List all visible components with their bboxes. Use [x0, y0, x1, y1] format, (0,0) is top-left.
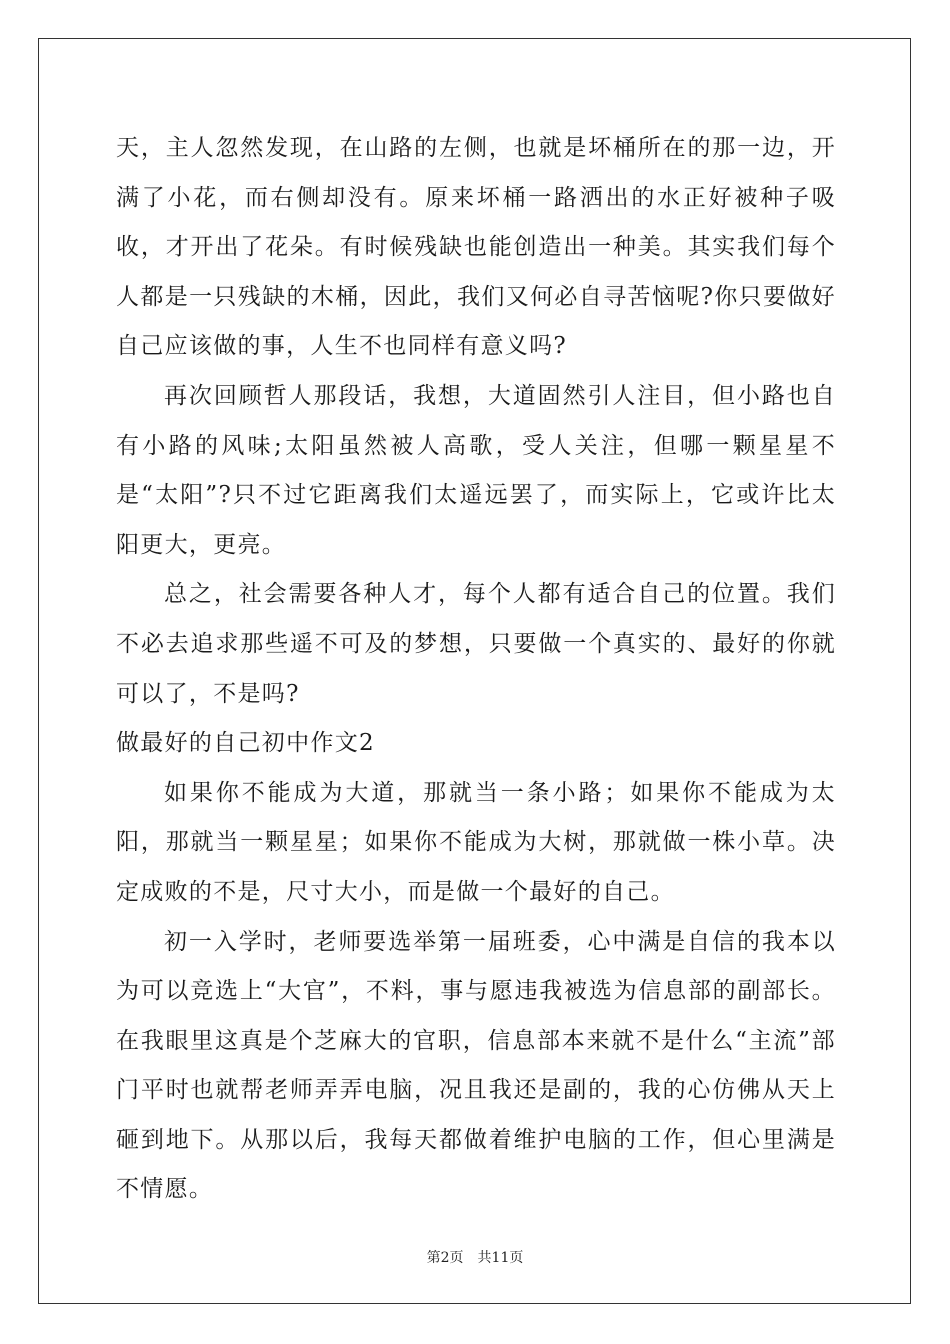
total-pages: 共11页	[477, 1250, 524, 1266]
paragraph-review: 再次回顾哲人那段话，我想，大道固然引人注目，但小路也自有小路的风味;太阳虽然被人高歌，受人关注，但哪一颗星星不是“太阳”?只不过它距离我们太遥远罢了，而实际上，它或许比太阳更大，更亮。	[116, 382, 836, 558]
document-body	[116, 124, 836, 1215]
paragraph-intro: 如果你不能成为大道，那就当一条小路；如果你不能成为太阳，那就当一颗星星；如果你不能成为大树，那就做一株小草。决定成败的不是，尺寸大小，而是做一个最好的自己。	[116, 779, 836, 905]
section-title: 做最好的自己初中作文2	[116, 730, 375, 757]
paragraph-story: 初一入学时，老师要选举第一届班委，心中满是自信的我本以为可以竞选上“大官”，不料，事与愿违我被选为信息部的副部长。在我眼里这真是个芝麻大的官职，信息部本来就不是什么“主流”部门平时也就帮老师弄弄电脑，况且我还是副的，我的心仿佛从天上砸到地下。从那以后，我每天都做着维护电脑的工作，但心里满是不情愿。	[116, 928, 836, 1203]
page-footer	[0, 1247, 950, 1267]
paragraph-conclusion: 总之，社会需要各种人才，每个人都有适合自己的位置。我们不必去追求那些遥不可及的梦想，只要做一个真实的、最好的你就可以了，不是吗?	[116, 581, 836, 707]
page-number: 第2页	[426, 1250, 464, 1266]
paragraph-continued: 天，主人忽然发现，在山路的左侧，也就是坏桶所在的那一边，开满了小花，而右侧却没有。原来坏桶一路洒出的水正好被种子吸收，才开出了花朵。有时候残缺也能创造出一种美。其实我们每个人都是一只残缺的木桶，因此，我们又何必自寻苦恼呢?你只要做好自己应该做的事，人生不也同样有意义吗?	[116, 135, 836, 360]
